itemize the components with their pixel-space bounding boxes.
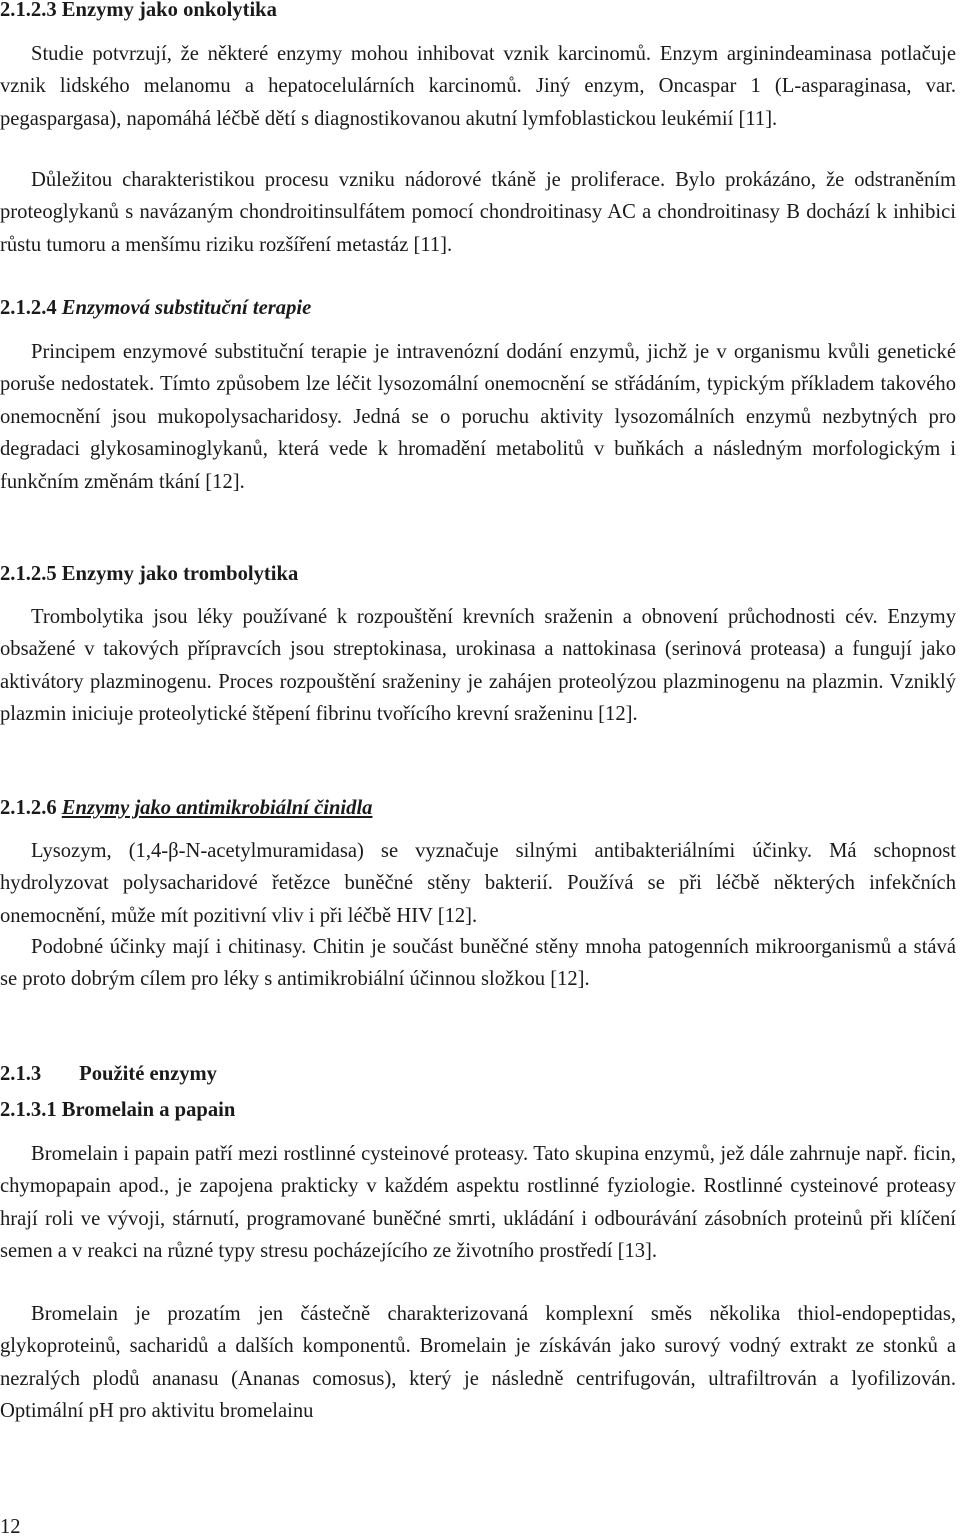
paragraph-onkolytika-1: Studie potvrzují, že některé enzymy mohou inhibovat vznik karcinomů. Enzym arginindeaminasa potlačuje vznik lidského melanomu a hepatocelulárních karcinomů. Jiný enzym, Oncaspar 1 (L-asparaginasa, var. pegaspargasa), napomáhá léčbě dětí s diagnostikovanou akutní lymfoblastickou leukémií [11]. (0, 43, 956, 130)
section-heading-2-1-2-3 (0, 0, 277, 24)
paragraph-onkolytika-2: Důležitou charakteristikou procesu vzniku nádorové tkáně je proliferace. Bylo prokázáno, že odstraněním proteoglykanů s navázaným chondroitinsulfátem pomocí chondroitinasy AC a chondroitinasy B dochází k inhibici růstu tumoru a menšímu riziku rozšíření metastáz [11]. (0, 169, 956, 256)
section-heading-2-1-3 (0, 1060, 217, 1088)
section-title: Enzymy jako onkolytika (61, 0, 277, 21)
paragraph-lysozym: Lysozym, (1,4-β-N-acetylmuramidasa) se vyznačuje silnými antibakteriálními účinky. Má schopnost hydrolyzovat polysacharidové řetězce buněčné stěny bakterií. Používá se při léčbě některých infekčních onemocnění, může mít pozitivní vliv i při léčbě HIV [12]. (0, 840, 956, 927)
section-heading-2-1-2-5 (0, 560, 298, 588)
section-title: Bromelain a papain (61, 1099, 236, 1121)
paragraph-trombolytika: Trombolytika jsou léky používané k rozpouštění krevních sraženin a obnovení průchodnosti cév. Enzymy obsažené v takových přípravcích jsou streptokinasa, urokinasa a nattokinasa (serinová proteasa) a fungují jako aktivátory plazminogenu. Proces rozpouštění sraženiny je zahájen proteolýzou plazminogenu na plazmin. Vzniklý plazmin iniciuje proteolytické štěpení fibrinu tvořícího krevní sraženinu [12]. (0, 606, 956, 726)
section-heading-2-1-2-4 (0, 294, 311, 322)
section-title: Enzymová substituční terapie (61, 297, 312, 319)
paragraph-bromelain: Bromelain je prozatím jen částečně charakterizovaná komplexní směs několika thiol-endopeptidas, glykoproteinů, sacharidů a dalších komponentů. Bromelain je získáván jako surový vodný extrakt ze stonků a nezralých plodů ananasu (Ananas comosus), který je následně centrifugován, ultrafiltrován a lyofilizován. Optimální pH pro aktivitu bromelainu (0, 1303, 956, 1423)
section-number: 2.1.3.1 (0, 1099, 57, 1121)
section-number: 2.1.2.3 (0, 0, 57, 21)
page-number: 12 (0, 1516, 21, 1538)
paragraph-substitucni-terapie: Principem enzymové substituční terapie je intravenózní dodání enzymů, jichž je v organismu kvůli genetické poruše nedostatek. Tímto způsobem lze léčit lysozomální onemocnění se střádáním, typickým příkladem takového onemocnění jsou mukopolysacharidosy. Jedná se o poruchu aktivity lysozomálních enzymů nezbytných pro degradaci glykosaminoglykanů, která vede k hromadění metabolitů v buňkách a následným morfologickým i funkčním změnám tkání [12]. (0, 341, 956, 493)
section-number: 2.1.2.5 (0, 563, 57, 585)
section-number: 2.1.2.6 (0, 797, 57, 819)
section-title: Enzymy jako trombolytika (61, 563, 299, 585)
section-heading-2-1-2-6 (0, 794, 372, 822)
section-title: Použité enzymy (79, 1063, 217, 1085)
section-number: 2.1.2.4 (0, 297, 57, 319)
paragraph-chitinasy: Podobné účinky mají i chitinasy. Chitin je součást buněčné stěny mnoha patogenních mikroorganismů a stává se proto dobrým cílem pro léky s antimikrobiální účinnou složkou [12]. (0, 936, 956, 991)
section-title: Enzymy jako antimikrobiální činidla (61, 797, 373, 819)
section-heading-2-1-3-1 (0, 1096, 235, 1124)
paragraph-bromelain-papain: Bromelain i papain patří mezi rostlinné cysteinové proteasy. Tato skupina enzymů, jež dále zahrnuje např. ficin, chymopapain apod., je zapojena prakticky v každém aspektu rostlinné fyziologie. Rostlinné cysteinové proteasy hrají roli ve vývoji, stárnutí, programované buněčné smrti, ukládání i odbourávání zásobních proteinů při klíčení semen a v reakci na různé typy stresu pocházejícího ze životního prostředí [13]. (0, 1143, 956, 1263)
section-number: 2.1.3 (0, 1063, 42, 1085)
